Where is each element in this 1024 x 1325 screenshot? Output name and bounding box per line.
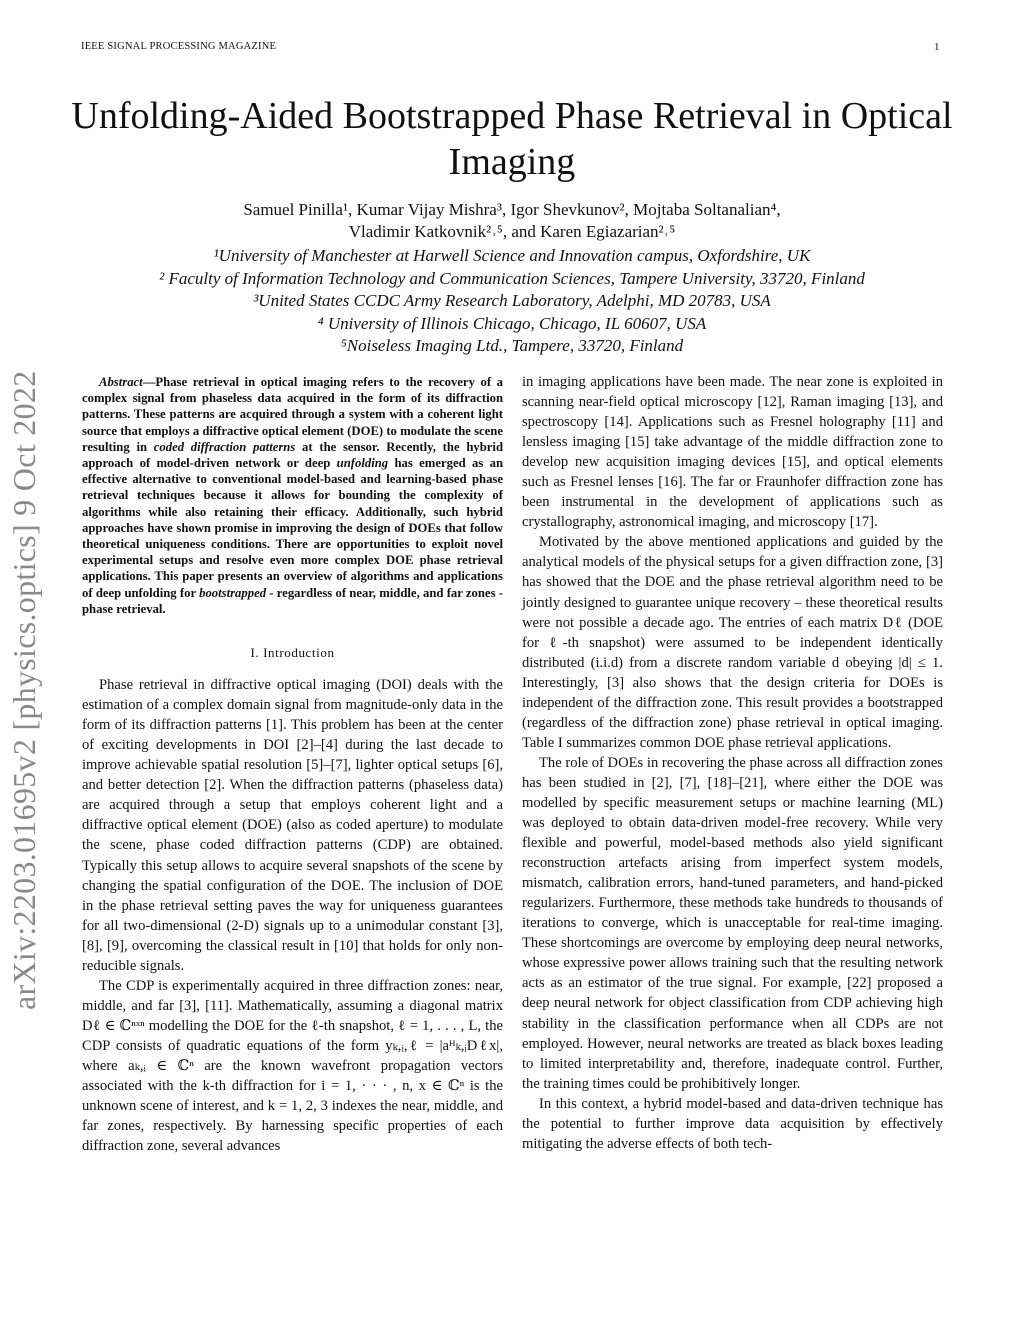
page-number: 1	[934, 41, 940, 53]
abstract	[82, 374, 503, 617]
intro-paragraph-4: Motivated by the above mentioned applications and guided by the analytical models of the physical setups for a given diffraction zone, [3] has showed that the DOE and the phase retrieval algorithm need to be jointly designed to guarantee unique recovery – these theoretical results were not possible a decade ago. The entries of each matrix Dℓ (DOE for ℓ-th snapshot) were assumed to be independent identically distributed (i.i.d) from a discrete random variable d obeying |d| ≤ 1. Interestingly, [3] also shows that the design criteria for DOEs is independent of the diffraction zone. This result provides a bootstrapped (regardless of the diffraction zone) phase retrieval in optical imaging. Table I summarizes common DOE phase retrieval applications.	[522, 534, 943, 751]
right-column	[522, 372, 943, 1154]
affiliations	[60, 245, 964, 358]
journal-header: IEEE SIGNAL PROCESSING MAGAZINE	[81, 41, 277, 52]
affiliation-5: ⁵Noiseless Imaging Ltd., Tampere, 33720, Finland	[340, 336, 684, 355]
affiliation-2: ² Faculty of Information Technology and Communication Sciences, Tampere University, 33720, Finland	[159, 268, 865, 288]
intro-paragraph-5: The role of DOEs in recovering the phase across all diffraction zones has been studied in [2], [7], [18]–[21], where either the DOE was modelled by specific measurement setups or machine learning (ML) was deployed to obtain data-driven model-free recovery. While very flexible and powerful, model-based methods also yield significant reconstruction artefacts arising from imperfect system models, mismatch, calibration errors, hand-tuned parameters, and hand-picked regularizers. Furthermore, these methods take hundreds to thousands of iterations to converge, which is unacceptable for real-time imaging. These shortcomings are overcome by employing deep neural networks, whose expressive power allows training such that the resulting network acts as an estimator of the true signal. For example, [22] proposed a deep neural network for object classification from CDP achieving high stability in the classification performance when all CDPs are not employed. However, neural networks are treated as black boxes leading to limited interpretability and, therefore, inadequate control. Further, the training times could be prohibitively longer.	[522, 754, 943, 1092]
abstract-text-4: - regardless of near, middle, and far zones - phase retrieval.	[82, 585, 503, 616]
affiliation-3: ³United States CCDC Army Research Laboratory, Adelphi, MD 20783, USA	[253, 291, 771, 310]
author-list	[60, 199, 964, 243]
paper-title: Unfolding-Aided Bootstrapped Phase Retrieval in Optical Imaging	[71, 95, 953, 183]
authors-line-2: Vladimir Katkovnik²˒⁵, and Karen Egiazarian²˒⁵	[348, 222, 676, 241]
abstract-emphasis-3: bootstrapped	[199, 585, 267, 600]
affiliation-1: ¹University of Manchester at Harwell Science and Innovation campus, Oxfordshire, UK	[213, 246, 811, 265]
intro-paragraph-2: The CDP is experimentally acquired in three diffraction zones: near, middle, and far [3], [11]. Mathematically, assuming a diagonal matrix Dℓ ∈ ℂⁿˣⁿ modelling the DOE for the ℓ-th snapshot, ℓ = 1, . . . , L, the CDP consists of quadratic equations of the form yₖ,ᵢ,ℓ = |aᴴₖ,ᵢDℓx|, where aₖ,ᵢ ∈ ℂⁿ are the known wavefront propagation vectors associated with the k-th diffraction for i = 1, · · · , n, x ∈ ℂⁿ is the unknown scene of interest, and k = 1, 2, 3 indexes the near, middle, and far zones, respectively. By harnessing specific properties of each diffraction zone, several advances	[82, 977, 503, 1155]
abstract-emphasis-2: unfolding	[336, 456, 389, 471]
abstract-text-2: at the sensor. Recently, the hybrid approach of model-driven network or deep	[82, 439, 503, 471]
arxiv-stamp: arXiv:2203.01695v2 [physics.optics] 9 Oct 2022	[6, 370, 42, 1010]
left-column	[82, 374, 503, 1156]
abstract-text-1: —Phase retrieval in optical imaging refers to the recovery of a complex signal from phaseless data acquired in the form of its diffraction patterns. These patterns are acquired through a system with a coherent light source that employs a diffractive optical element (DOE) to modulate the scene resulting in	[82, 375, 503, 454]
abstract-label: Abstract	[99, 375, 143, 389]
intro-paragraph-6: In this context, a hybrid model-based and data-driven technique has the potential to further improve data acquisition by effectively mitigating the adverse effects of both tech-	[522, 1095, 943, 1152]
intro-paragraph-3: in imaging applications have been made. The near zone is exploited in scanning near-field optical microscopy [12], Raman imaging [13], and spectroscopy [14]. Applications such as Fresnel holography [11] and lensless imaging [15] take advantage of the middle diffraction zone to develop new acquisition imaging devices [15], and optical elements such as Fresnel lenses [16]. The far or Fraunhofer diffraction zone has been instrumental in the development of applications such as crystallography, astronomical imaging, and microscopy [17].	[522, 374, 943, 531]
abstract-text-3: has emerged as an effective alternative to conventional model-based and learning-based phase retrieval techniques because it allows for bounding the complexity of algorithms while also retaining their efficacy. Additionally, such hybrid approaches have shown promise in improving the design of DOEs that follow theoretical uniqueness conditions. There are opportunities to exploit novel experimental setups and resolve even more complex DOE phase retrieval applications. This paper presents an overview of algorithms and applications of deep unfolding for	[82, 456, 504, 600]
abstract-emphasis-1: coded diffraction patterns	[153, 439, 296, 454]
section-heading-introduction: I. Introduction	[250, 645, 335, 661]
affiliation-4: ⁴ University of Illinois Chicago, Chicago, IL 60607, USA	[317, 313, 707, 333]
intro-paragraph-1: Phase retrieval in diffractive optical imaging (DOI) deals with the estimation of a complex domain signal from magnitude-only data in the form of its diffraction patterns [1]. This problem has been at the center of exciting developments in DOI [2]–[4] during the last decade to improve achievable spatial resolution [5]–[7], lighter optical setups [6], and better detection [2]. When the diffraction patterns (phaseless data) are acquired through a setup that employs coherent light and a diffractive optical element (DOE) (also as coded aperture) to modulate the scene, phase coded diffraction patterns (CDP) are obtained. Typically this setup allows to acquire several snapshots of the scene by changing the spatial configuration of the DOE. The inclusion of DOE in the phase retrieval setting paves the way for uniqueness guarantees for all two-dimensional (2-D) signals up to a unimodular constant [3], [8], [9], overcoming the classical result in [10] that holds for only non-reducible signals.	[82, 677, 503, 974]
authors-line-1: Samuel Pinilla¹, Kumar Vijay Mishra³, Igor Shevkunov², Mojtaba Soltanalian⁴,	[243, 200, 781, 219]
